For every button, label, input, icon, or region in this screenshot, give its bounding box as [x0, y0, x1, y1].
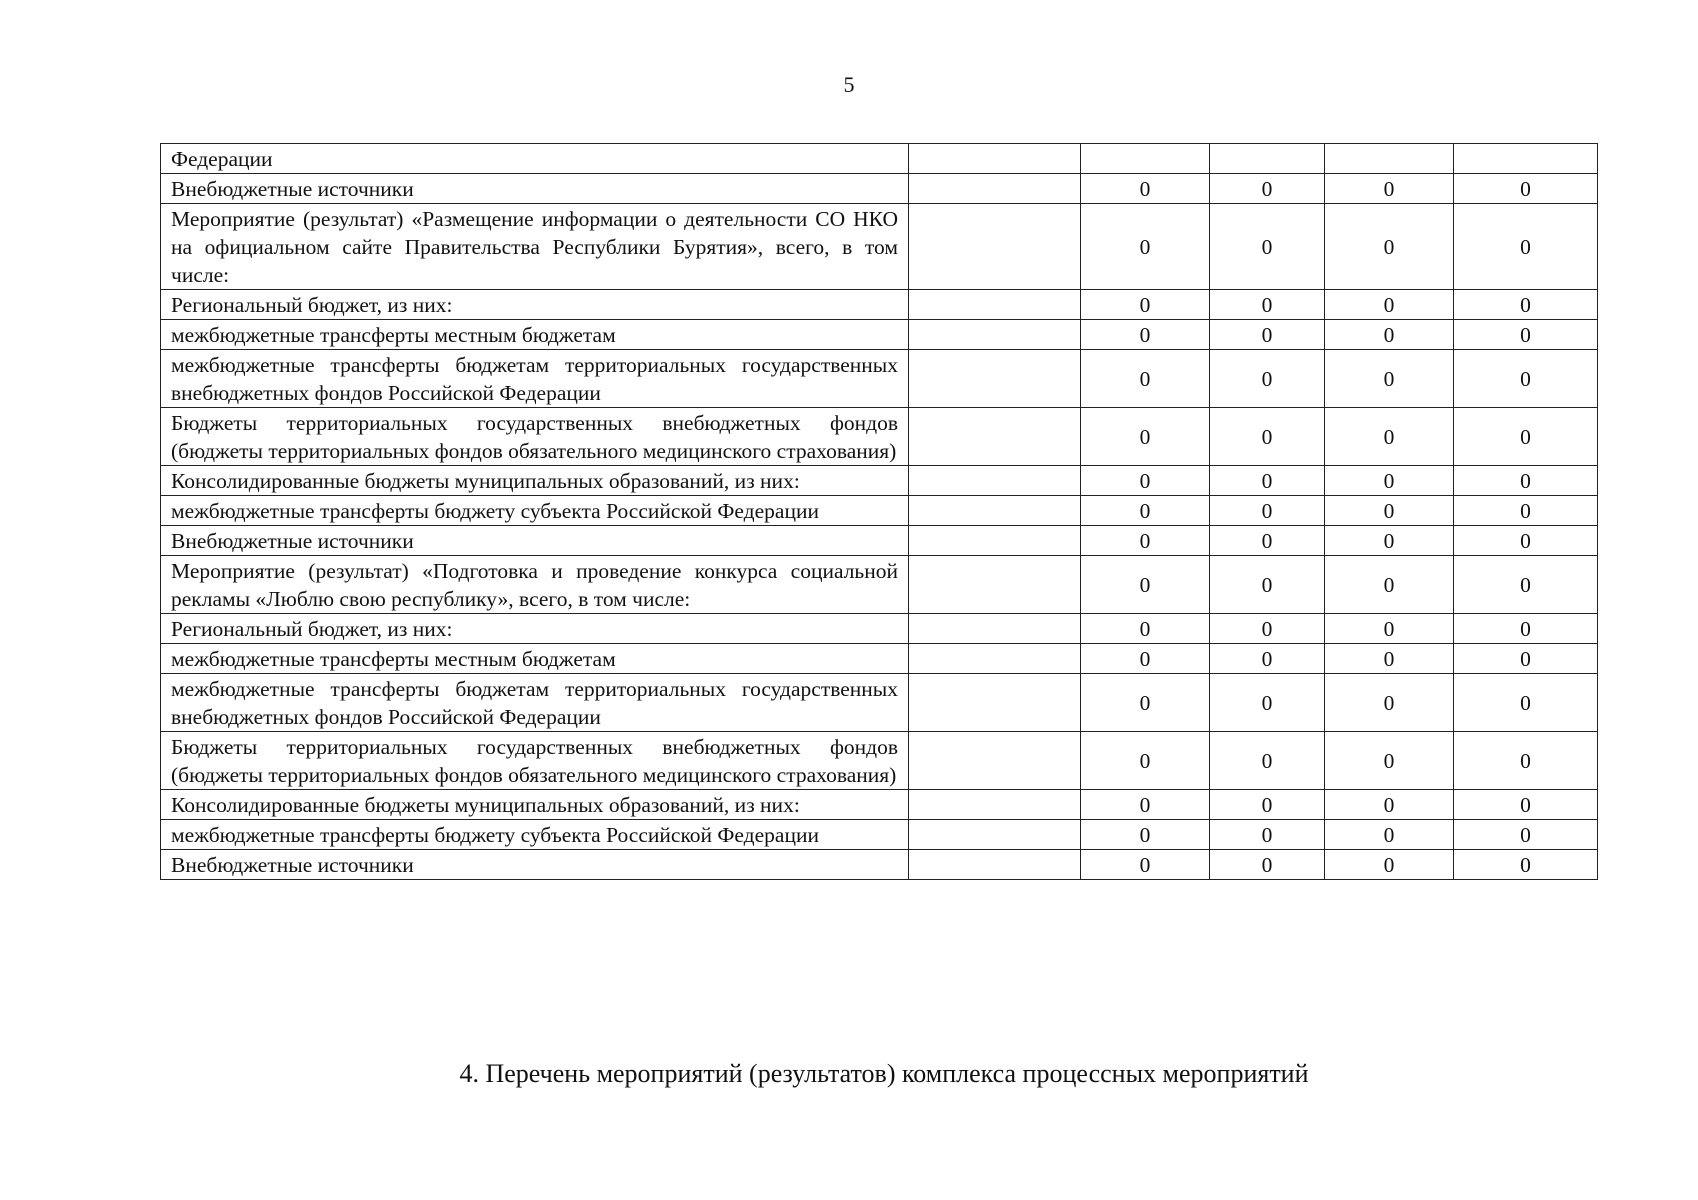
row-label: межбюджетные трансферты местным бюджетам [161, 320, 909, 350]
row-label: Внебюджетные источники [161, 174, 909, 204]
table-row [161, 466, 1598, 496]
value-cell: 0 [1454, 290, 1598, 320]
row-label: Внебюджетные источники [161, 526, 909, 556]
table-row [161, 204, 1598, 290]
value-cell: 0 [1081, 644, 1210, 674]
value-cell: 0 [1210, 820, 1325, 850]
value-cell [1081, 144, 1210, 174]
value-cell: 0 [1081, 820, 1210, 850]
value-cell: 0 [1210, 674, 1325, 732]
value-cell: 0 [1325, 496, 1454, 526]
empty-cell [909, 204, 1081, 290]
value-cell: 0 [1454, 526, 1598, 556]
value-cell: 0 [1210, 466, 1325, 496]
value-cell: 0 [1454, 408, 1598, 466]
value-cell: 0 [1454, 174, 1598, 204]
empty-cell [909, 496, 1081, 526]
row-label: Федерации [161, 144, 909, 174]
value-cell: 0 [1454, 614, 1598, 644]
row-label: Внебюджетные источники [161, 850, 909, 880]
table-row [161, 790, 1598, 820]
empty-cell [909, 790, 1081, 820]
row-label: Региональный бюджет, из них: [161, 290, 909, 320]
value-cell: 0 [1081, 320, 1210, 350]
value-cell: 0 [1454, 350, 1598, 408]
value-cell: 0 [1081, 732, 1210, 790]
table-row [161, 644, 1598, 674]
value-cell: 0 [1081, 466, 1210, 496]
value-cell: 0 [1454, 204, 1598, 290]
empty-cell [909, 144, 1081, 174]
row-label: Мероприятие (результат) «Подготовка и проведение конкурса социальной рекламы «Люблю свою республику», всего, в том числе: [161, 556, 909, 614]
table-row [161, 614, 1598, 644]
empty-cell [909, 614, 1081, 644]
value-cell: 0 [1325, 614, 1454, 644]
value-cell: 0 [1081, 496, 1210, 526]
value-cell: 0 [1325, 644, 1454, 674]
value-cell: 0 [1210, 174, 1325, 204]
table-row [161, 556, 1598, 614]
value-cell: 0 [1081, 350, 1210, 408]
value-cell: 0 [1210, 790, 1325, 820]
row-label: Региональный бюджет, из них: [161, 614, 909, 644]
row-label: межбюджетные трансферты бюджетам территориальных государственных внебюджетных фондов Российской Федерации [161, 350, 909, 408]
table-row [161, 496, 1598, 526]
value-cell: 0 [1325, 466, 1454, 496]
value-cell: 0 [1325, 350, 1454, 408]
value-cell: 0 [1454, 466, 1598, 496]
table-row [161, 408, 1598, 466]
budget-table [160, 143, 1598, 880]
empty-cell [909, 408, 1081, 466]
value-cell: 0 [1325, 674, 1454, 732]
row-label: межбюджетные трансферты местным бюджетам [161, 644, 909, 674]
empty-cell [909, 820, 1081, 850]
value-cell: 0 [1081, 526, 1210, 556]
empty-cell [909, 644, 1081, 674]
value-cell: 0 [1325, 820, 1454, 850]
value-cell: 0 [1210, 614, 1325, 644]
value-cell: 0 [1210, 350, 1325, 408]
table-row [161, 820, 1598, 850]
table-row [161, 144, 1598, 174]
row-label: межбюджетные трансферты бюджету субъекта Российской Федерации [161, 496, 909, 526]
empty-cell [909, 174, 1081, 204]
value-cell: 0 [1454, 820, 1598, 850]
value-cell: 0 [1210, 526, 1325, 556]
value-cell: 0 [1210, 320, 1325, 350]
empty-cell [909, 850, 1081, 880]
value-cell: 0 [1454, 644, 1598, 674]
value-cell: 0 [1210, 850, 1325, 880]
value-cell: 0 [1210, 644, 1325, 674]
value-cell: 0 [1325, 174, 1454, 204]
empty-cell [909, 674, 1081, 732]
value-cell: 0 [1325, 732, 1454, 790]
value-cell [1454, 144, 1598, 174]
value-cell: 0 [1454, 850, 1598, 880]
page-number: 5 [843, 72, 855, 97]
value-cell: 0 [1210, 556, 1325, 614]
empty-cell [909, 556, 1081, 614]
value-cell: 0 [1325, 556, 1454, 614]
row-label: межбюджетные трансферты бюджетам территориальных государственных внебюджетных фондов Российской Федерации [161, 674, 909, 732]
table-row [161, 174, 1598, 204]
value-cell: 0 [1210, 290, 1325, 320]
value-cell: 0 [1210, 496, 1325, 526]
value-cell: 0 [1081, 850, 1210, 880]
value-cell: 0 [1081, 290, 1210, 320]
row-label: Мероприятие (результат) «Размещение информации о деятельности СО НКО на официальном сайте Правительства Республики Бурятия», всего, в том числе: [161, 204, 909, 290]
value-cell: 0 [1454, 320, 1598, 350]
value-cell: 0 [1081, 204, 1210, 290]
value-cell: 0 [1325, 526, 1454, 556]
value-cell: 0 [1454, 496, 1598, 526]
value-cell: 0 [1325, 850, 1454, 880]
row-label: Бюджеты территориальных государственных внебюджетных фондов (бюджеты территориальных фондов обязательного медицинского страхования) [161, 732, 909, 790]
value-cell: 0 [1325, 790, 1454, 820]
value-cell: 0 [1454, 556, 1598, 614]
table-row [161, 350, 1598, 408]
table-row [161, 320, 1598, 350]
table-row [161, 850, 1598, 880]
row-label: Консолидированные бюджеты муниципальных образований, из них: [161, 790, 909, 820]
row-label: межбюджетные трансферты бюджету субъекта Российской Федерации [161, 820, 909, 850]
empty-cell [909, 290, 1081, 320]
value-cell: 0 [1081, 614, 1210, 644]
empty-cell [909, 466, 1081, 496]
value-cell: 0 [1210, 204, 1325, 290]
table-row [161, 732, 1598, 790]
empty-cell [909, 526, 1081, 556]
value-cell: 0 [1081, 556, 1210, 614]
empty-cell [909, 320, 1081, 350]
value-cell: 0 [1454, 790, 1598, 820]
value-cell: 0 [1081, 174, 1210, 204]
value-cell: 0 [1454, 674, 1598, 732]
empty-cell [909, 732, 1081, 790]
row-label: Консолидированные бюджеты муниципальных образований, из них: [161, 466, 909, 496]
value-cell: 0 [1325, 408, 1454, 466]
value-cell: 0 [1081, 790, 1210, 820]
row-label: Бюджеты территориальных государственных внебюджетных фондов (бюджеты территориальных фондов обязательного медицинского страхования) [161, 408, 909, 466]
value-cell: 0 [1210, 408, 1325, 466]
table-row [161, 290, 1598, 320]
table-row [161, 526, 1598, 556]
empty-cell [909, 350, 1081, 408]
value-cell: 0 [1325, 320, 1454, 350]
value-cell: 0 [1081, 408, 1210, 466]
table-row [161, 674, 1598, 732]
value-cell: 0 [1325, 290, 1454, 320]
budget-table-body [161, 144, 1598, 880]
value-cell: 0 [1210, 732, 1325, 790]
value-cell [1210, 144, 1325, 174]
section-title: 4. Перечень мероприятий (результатов) комплекса процессных мероприятий [459, 1059, 1309, 1088]
value-cell: 0 [1081, 674, 1210, 732]
value-cell: 0 [1454, 732, 1598, 790]
value-cell [1325, 144, 1454, 174]
value-cell: 0 [1325, 204, 1454, 290]
